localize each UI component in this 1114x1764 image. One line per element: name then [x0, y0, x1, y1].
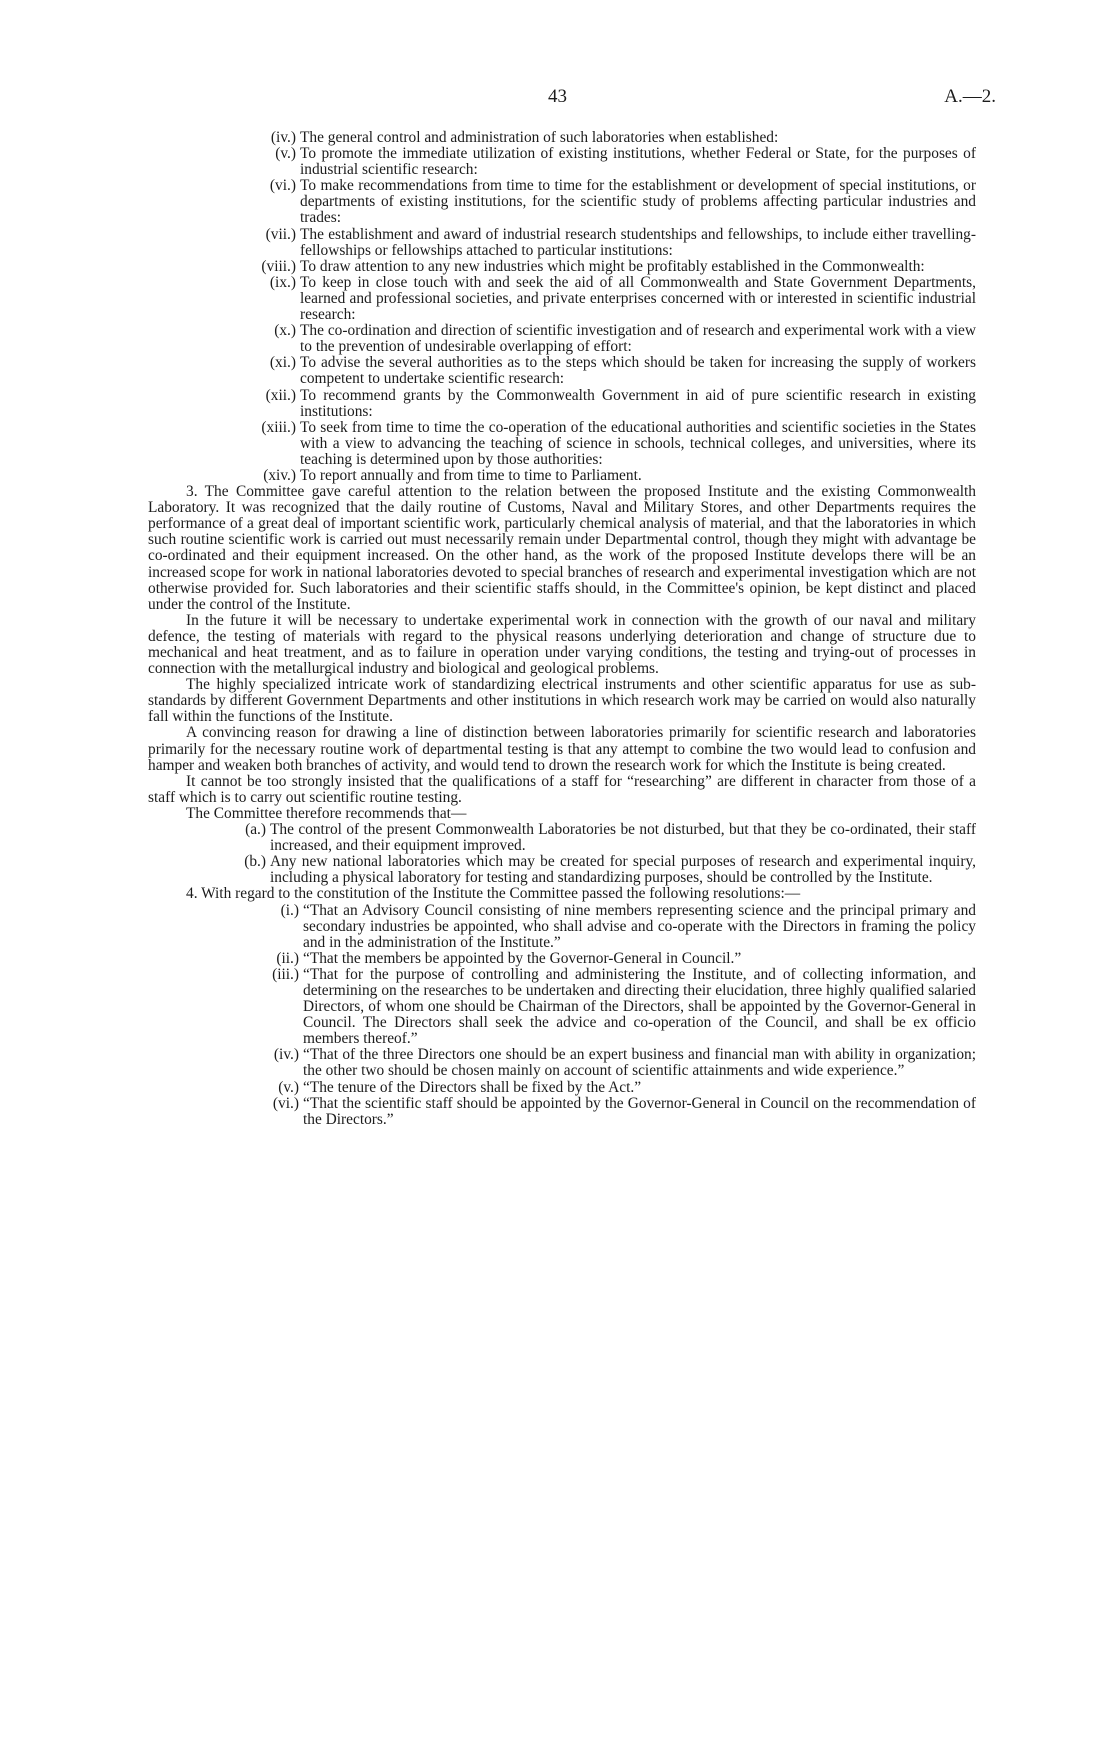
- list-item: (xii.) To recommend grants by the Commonwealth Government in aid of pure scientific research in existing institutions:: [265, 386, 976, 420]
- paragraph-4: 4. With regard to the constitution of the Institute the Committee passed the following resolutions:—: [186, 885, 801, 903]
- list-item: (v.) “The tenure of the Directors shall be fixed by the Act.”: [278, 1078, 642, 1096]
- list-item: (vi.) “That the scientific staff should be appointed by the Governor-General in Council on the recommendation of the Directors.”: [272, 1094, 976, 1128]
- paragraph-recommends: The Committee therefore recommends that—: [186, 804, 467, 822]
- list-item: (x.) The co-ordination and direction of scientific investigation and of research and experimental work with a view to the prevention of undesirable overlapping of effort:: [274, 322, 976, 356]
- list-item: (ii.) “That the members be appointed by the Governor-General in Council.”: [276, 949, 742, 967]
- list-item: (viii.) To draw attention to any new industries which might be profitably established in the Commonwealth:: [261, 257, 925, 275]
- paragraph-insisted: It cannot be too strongly insisted that the qualifications of a staff for “researching” are different in character from those of a staff which is to carry out scientific routine testing.: [148, 772, 976, 806]
- document-body: [148, 130, 976, 1128]
- list-item: (i.) “That an Advisory Council consisting of nine members representing science and the principal primary and secondary industries be appointed, who shall advise and co-operate with the Directors in framing the policy and in the administration of the Institute.”: [280, 901, 976, 951]
- list-item: (ix.) To keep in close touch with and seek the aid of all Commonwealth and State Government Departments, learned and professional societies, and private enterprises concerned with or interested in scientific industrial research:: [269, 273, 976, 324]
- functions-list: [148, 130, 976, 484]
- list-item: (iii.) “That for the purpose of controlling and administering the Institute, and of collecting information, and determining on the researches to be undertaken and directing their elucidation, three highly qualified salaried Directors, of whom one should be Chairman of the Directors, shall be appointed by the Governor-General in Council. The Directors shall seek the advice and co-operation of the Council, and shall be ex officio members thereof.”: [272, 965, 976, 1048]
- recommendations-list: [148, 822, 976, 886]
- list-item: (iv.) “That of the three Directors one should be an expert business and financial man with ability in organization; the other two should be chosen mainly on account of scientific attainments and wide experience.”: [273, 1046, 976, 1080]
- paragraph-3: 3. The Committee gave careful attention to the relation between the proposed Institute and the existing Commonwealth Laboratory. It was recognized that the daily routine of Customs, Naval and Military Stores, and other Departments requires the performance of a great deal of important scientific work, particularly chemical analysis of material, and that the laboratories in which such routine scientific work is carried out must necessarily remain under Departmental control, though they might with advantage be co-ordinated and their equipment increased. On the other hand, as the work of the proposed Institute develops there will be an increased scope for work in national laboratories devoted to special branches of research and experimental investigation which are not otherwise provided for. Such laboratories and their scientific staffs should, in the Committee's opinion, be kept distinct and placed under the control of the Institute.: [148, 483, 976, 613]
- paragraph-future: In the future it will be necessary to undertake experimental work in connection with the growth of our naval and military defence, the testing of materials with regard to the physical reasons underlying deterioration and change of structure due to mechanical and heat treatment, and as to failure in operation under varying conditions, the testing and trying-out of processes in connection with the metallurgical industry and biological and geological problems.: [148, 611, 976, 678]
- page-header: [0, 86, 1114, 110]
- paragraph-convincing: A convincing reason for drawing a line of distinction between laboratories primarily for scientific research and laboratories primarily for the necessary routine work of departmental testing is that any attempt to combine the two would lead to confusion and hamper and weaken both branches of activity, and would tend to drown the research work for which the Institute is being created.: [148, 724, 976, 774]
- list-item: (v.) To promote the immediate utilization of existing institutions, whether Federal or State, for the purposes of industrial scientific research:: [275, 145, 976, 179]
- list-item: (xiii.) To seek from time to time the co-operation of the educational authorities and scientific societies in the States with a view to advancing the teaching of science in schools, technical colleges, and universities, where its teaching is determined upon by those authorities:: [261, 418, 976, 468]
- list-item: (iv.) The general control and administration of such laboratories when established:: [270, 129, 779, 146]
- resolutions-list: [148, 903, 976, 1128]
- page-number: 43: [548, 86, 567, 107]
- document-reference: A.—2.: [944, 86, 996, 107]
- list-item: (vii.) The establishment and award of industrial research studentships and fellowships, to include either travelling-fellowships or fellowships attached to particular institutions:: [265, 225, 976, 259]
- list-item: (a.) The control of the present Commonwealth Laboratories be not disturbed, but that they be co-ordinated, their staff increased, and their equipment improved.: [245, 821, 976, 855]
- list-item: (xiv.) To report annually and from time to time to Parliament.: [263, 466, 642, 484]
- list-item: (b.) Any new national laboratories which may be created for special purposes of research and experimental inquiry, including a physical laboratory for testing and standardizing purposes, should be controlled by the Institute.: [244, 853, 976, 887]
- list-item: (vi.) To make recommendations from time to time for the establishment or development of special institutions, or departments of existing institutions, for the scientific study of problems affecting particular industries and trades:: [269, 177, 976, 227]
- list-item: (xi.) To advise the several authorities as to the steps which should be taken for increasing the supply of workers competent to undertake scientific research:: [269, 354, 976, 388]
- paragraph-specialized: The highly specialized intricate work of standardizing electrical instruments and other scientific apparatus for use as sub-standards by different Government Departments and other institutions in which research work may be carried on would also naturally fall within the functions of the Institute.: [148, 676, 976, 726]
